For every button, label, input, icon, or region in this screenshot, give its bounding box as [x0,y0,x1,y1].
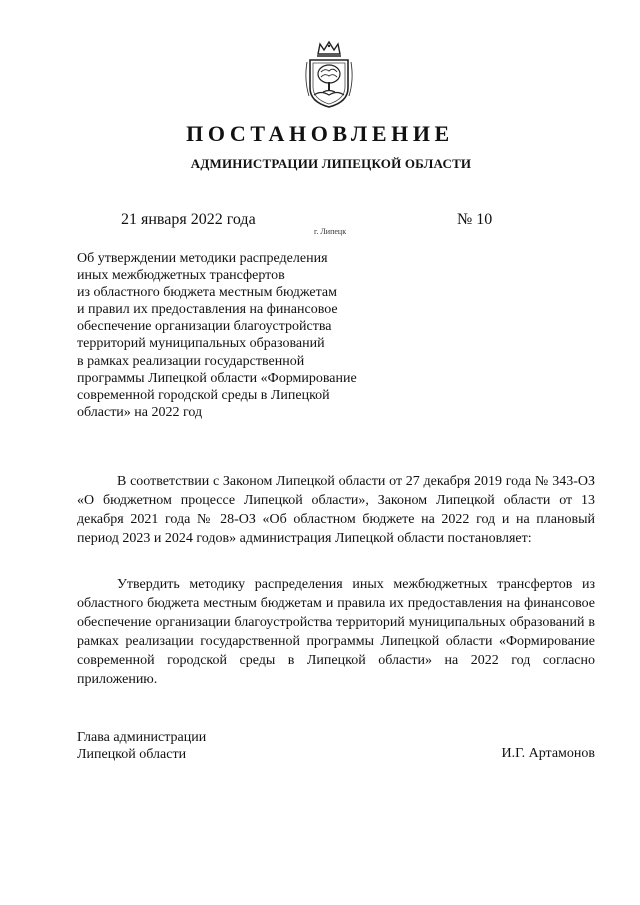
signatory-position [77,729,206,763]
body-paragraph: Утвердить методику распределения иных межбюджетных трансфертов из областного бюджета местным бюджетам и правила их предоставления на финансовое обеспечение организации благоустройства территорий муниципальных образований в рамках реализации государственной программы Липецкой области «Формирование современной городской среды в Липецкой области» на 2022 год согласно приложению. [77,577,595,687]
document-subtitle: АДМИНИСТРАЦИИ ЛИПЕЦКОЙ ОБЛАСТИ [190,156,472,171]
signatory-position-line: Липецкой области [77,747,187,762]
document-date: 21 января 2022 года [121,211,256,228]
heading-line: Об утверждении методики распределения [77,251,328,266]
document-heading [77,250,397,421]
document-number: № 10 [457,211,493,228]
heading-line: и правил их предоставления на финансовое [77,302,338,318]
heading-line: области» на 2022 год [77,404,203,420]
heading-line: в рамках реализации государственной [77,353,305,369]
signatory-position-line: Глава администрации [77,730,207,745]
heading-line: современной городской среды в Липецкой [77,387,330,403]
heading-line: из областного бюджета местным бюджетам [77,285,337,301]
body-paragraph: В соответствии с Законом Липецкой области от 27 декабря 2019 года № 343-ОЗ «О бюджетном процессе Липецкой области», Законом Липецкой области от 13 декабря 2021 года № 28-ОЗ «Об областном бюджете на 2022 год и на плановый период 2023 и 2024 годов» администрация Липецкой области постановляет: [77,474,595,546]
heading-line: иных межбюджетных трансфертов [77,268,285,284]
heading-line: обеспечение организации благоустройства [77,319,332,335]
heading-line: территорий муниципальных образований [77,336,325,352]
heading-line: программы Липецкой области «Формирование [77,370,357,386]
coat-of-arms-icon [301,40,357,110]
document-title: ПОСТАНОВЛЕНИЕ [186,121,454,146]
document-city: г. Липецк [314,227,347,236]
signatory-name: И.Г. Артамонов [501,746,595,761]
